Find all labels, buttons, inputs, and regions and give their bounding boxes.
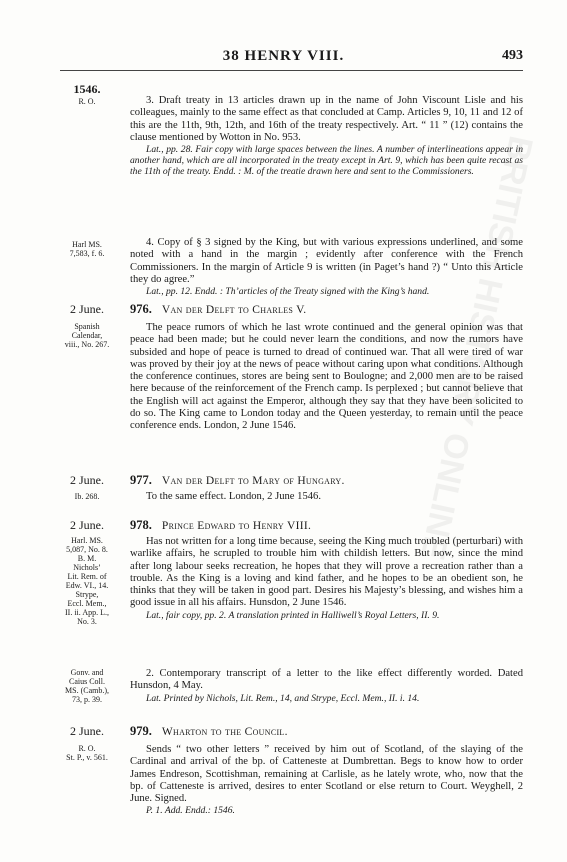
entry-977-heading: 977. Van der Delft to Mary of Hungary.: [130, 473, 345, 487]
source-ref: R. O.: [78, 97, 96, 106]
entry-978-margin: Harl. MS. 5,087, No. 8. B. M. Nichols’ Lit. Rem. of Edw. VI., 14. Strype, Eccl. Mem., II. ii. App. L., No. 3.: [65, 536, 109, 626]
entry-978-sub-margin: Gonv. and Caius Coll. MS. (Camb.), 73, p. 39.: [65, 668, 109, 704]
page-number: 493: [502, 48, 523, 63]
entry-978-heading: 978. Prince Edward to Henry VIII.: [130, 518, 312, 532]
entry-976-heading: 976. Van der Delft to Charles V.: [130, 302, 307, 316]
running-title: 38 HENRY VIII.: [222, 48, 345, 64]
year: 1546.: [73, 82, 101, 96]
entry-977-date: 2 June.: [70, 473, 104, 487]
entry-978-date: 2 June.: [70, 518, 104, 532]
section-4: [130, 237, 523, 297]
section-4-note: Lat., pp. 12. Endd. : Th’articles of the Treaty signed with the King’s hand.: [146, 286, 430, 298]
year-margin: [56, 82, 118, 96]
entry-979-date: 2 June.: [70, 724, 104, 738]
entry-977-margin: Ib. 268.: [74, 492, 100, 501]
entry-977-body: To the same effect. London, 2 June 1546.: [146, 491, 321, 502]
entry-978-body: Has not written for a long time because, seeing the King much troubled (perturbari) with warlike affairs, he scrupled to trouble him with childish letters. But now, since the mind after long labour seeks recreation, he hopes that they will prove a recreation rather than a trouble. As the King is a loving and kind father, and he hopes to be an obedient son, he thinks that they will be taken in good part. Desires his Majesty’s blessing, and wishes him a good issue in all his affairs. Hunsdon, 2 June 1546. Lat., fair copy, pp. 2. A translation printed in Halliwell’s Royal Letters, II. 9.: [130, 536, 523, 621]
entry-976-date: 2 June.: [70, 302, 104, 316]
section-3: [130, 95, 523, 177]
entry-979-heading: 979. Wharton to the Council.: [130, 724, 288, 738]
section-4-margin: Harl MS. 7,583, f. 6.: [69, 240, 105, 258]
header-rule: [60, 70, 523, 71]
section-4-text: 4. Copy of § 3 signed by the King, but with various expressions underlined, and some noted with a hand in the margin ; evidently after conference with the French Commissioners. In the margin of Article 9 is written (in Paget’s hand ?) “ Unto this Article they do agree.”: [130, 237, 523, 285]
running-header: [0, 48, 567, 68]
section-3-text: 3. Draft treaty in 13 articles drawn up in the name of John Viscount Lisle and his colleagues, mainly to the same effect as that concluded at Camp. Articles 9, 10, 11 and 12 of this are the 11th, 9th, 12th, and 16th of the treaty respectively. Art. “ 11 ” (12) contains the clause mentioned by Wotton in No. 953.: [130, 95, 523, 143]
section-3-note: Lat., pp. 28. Fair copy with large spaces between the lines. A number of interlineations appear in another hand, which are all incorporated in the treaty except in Art. 9, which has been quite recast as the 11th of the treaty. Endd. : M. of the treatie drawn here and sent to the Commissioners.: [130, 144, 523, 178]
watermark: BRITISH HISTORY ONLINE: [412, 132, 540, 564]
entry-979-margin: R. O. St. P., v. 561.: [66, 744, 108, 762]
source-margin: [56, 97, 118, 106]
entry-978-sub-body: 2. Contemporary transcript of a letter to the like effect differently worded. Dated Hunsdon, 4 May. Lat. Printed by Nichols, Lit. Rem., 14, and Strype, Eccl. Mem., II. i. 14.: [130, 668, 523, 704]
entry-976-body: The peace rumors of which he last wrote continued and the general opinion was that peace had been made; but he could never learn the conditions, and now the rumors have subsided and hope of peace is turned to dread of continued war. That all were tired of war was proved by their joy at the news of peace without caring upon what conditions. Although the conference continues, stores are being sent to Boulogne; and 2,000 men are to be raised here because of the reinforcement of the French camp. Is perplexed ; but cannot believe that the English will act against the Emperor, although they say that they have been solicited to do so. The King came to London today and the Queen yesterday, to remain until the peace conference ends. London, 2 June 1546.: [130, 322, 523, 432]
entry-979-body: Sends “ two other letters ” received by him out of Scotland, of the slaying of the Cardinal and arrival of the bp. of Catteneste at Dumbrettan. Begs to know how to order James Endreson, Scottishman, remaining at Carlisle, as he lately wrote, who, now that the bp. of Catteneste is arrived, desires to enter Scotland or else return to Court. Weyghell, 2 June. Signed. P. 1. Add. Endd.: 1546.: [130, 744, 523, 817]
entry-976-margin: Spanish Calendar, viii., No. 267.: [64, 322, 110, 349]
